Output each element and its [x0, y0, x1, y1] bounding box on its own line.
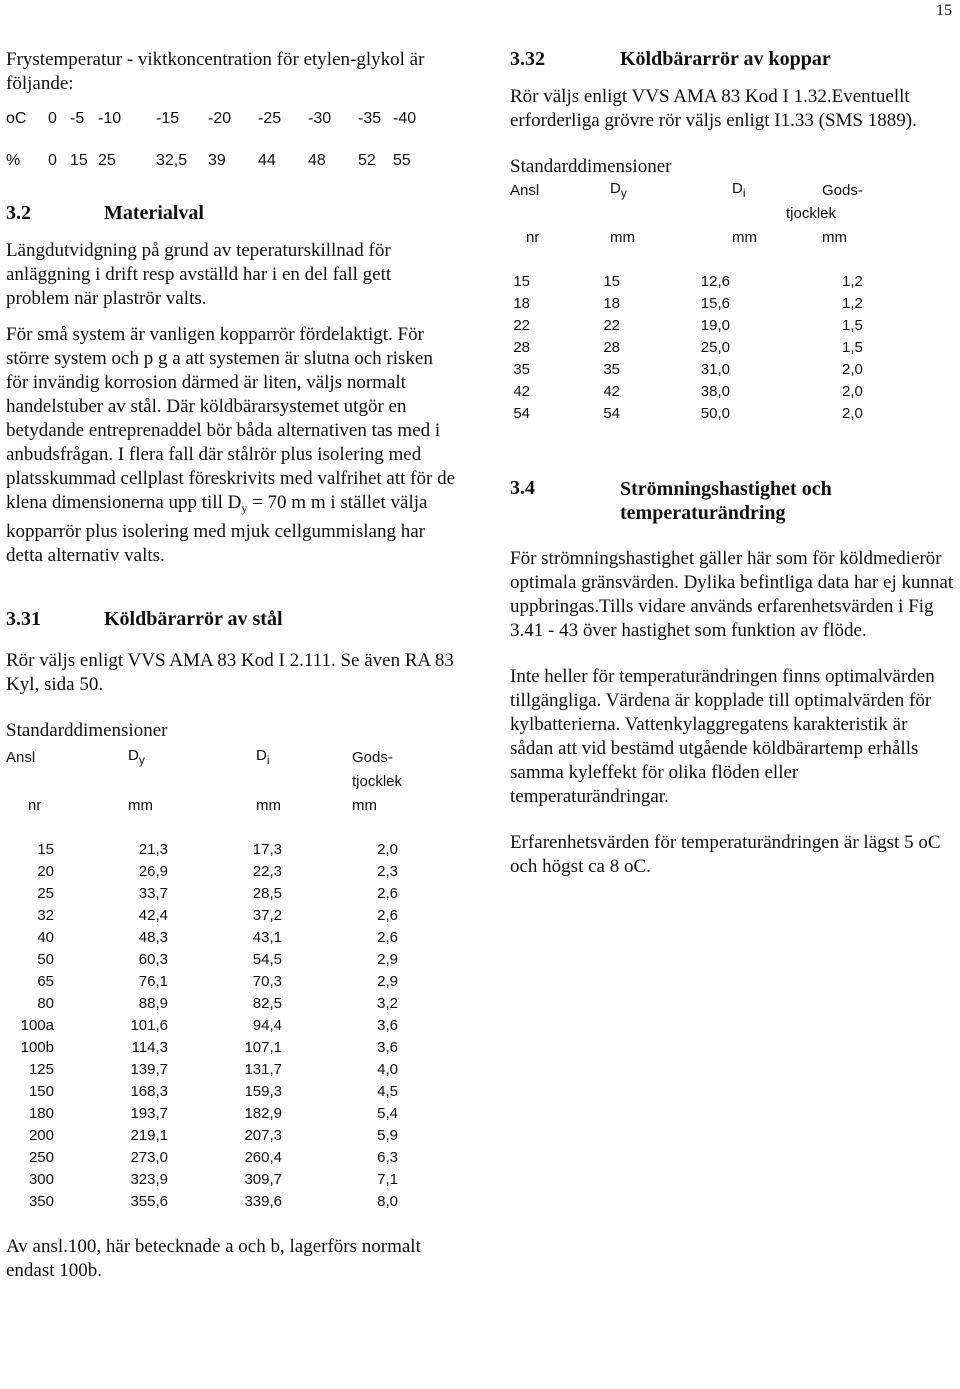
col-mm: mm [128, 796, 153, 814]
paragraph-copper-pipes: Rör väljs enligt VVS AMA 83 Kod I 1.32.Eventuellt erforderliga grövre rör väljs enligt I1.33 (SMS 1889). [510, 86, 917, 131]
table-row [510, 381, 863, 403]
table-cell: 114,3 [131, 1039, 168, 1056]
table-cell: 273,0 [130, 1149, 168, 1166]
freeze-row-percent [6, 152, 456, 170]
freeze-value: 15 [70, 152, 88, 169]
table-row [6, 861, 406, 883]
table-cell: 2,0 [377, 841, 398, 858]
table-cell: 22,3 [252, 863, 282, 880]
table-cell: 1,2 [842, 295, 863, 312]
table-cell: 94,4 [252, 1017, 282, 1034]
section-3-32-heading [510, 48, 955, 71]
table-cell: 1,5 [842, 317, 863, 334]
freeze-value: 25 [98, 152, 116, 169]
freeze-value: 0 [48, 110, 57, 127]
table-cell: 2,9 [377, 973, 398, 990]
table-row [6, 927, 406, 949]
table-row [6, 1125, 406, 1147]
section-number: 3.32 [510, 48, 545, 70]
col-tjocklek: tjocklek [352, 772, 403, 790]
freeze-value: -35 [358, 110, 382, 127]
table-cell: 28 [513, 339, 530, 356]
table-cell: 18 [513, 295, 530, 312]
table-row [6, 1169, 406, 1191]
table-cell: 88,9 [138, 995, 168, 1012]
table-cell: 3,6 [377, 1017, 398, 1034]
freeze-value: 32,5 [156, 152, 188, 169]
table-cell: 200 [28, 1127, 54, 1144]
table-cell: 33,7 [138, 885, 168, 902]
table-cell: 20 [37, 863, 54, 880]
freeze-value: 52 [358, 152, 376, 169]
table-cell: 309,7 [244, 1171, 282, 1188]
col-mm: mm [352, 796, 377, 814]
table-cell: 182,9 [244, 1105, 282, 1122]
table-row [6, 1081, 406, 1103]
freeze-row-pct-label: % [6, 152, 21, 169]
table-cell: 35 [603, 361, 620, 378]
paragraph-materialval-2: För små system är vanligen kopparrör fördelaktigt. För större system och p g a att systemen är slutna och risken för invändig korrosion därmed är liten, väljs normalt handelstuber av stål. Där köldbärarsystemet utgör en betydande entreprenaddel bör båda alternativen tas med i anbudsfrågan. I flera fall där stålrör plus isolering med platsskummad cellplast föreskrivits med valfrihet att för de klena dimensionerna upp till $D_y = 70$ m m i stället välja kopparrör plus isolering med mjuk cellgummislang har detta alternativ valts. [6, 324, 456, 566]
table-cell: 50 [37, 951, 54, 968]
table-cell: 2,0 [842, 405, 863, 422]
table-cell: 15,6 [700, 295, 730, 312]
table-row [6, 839, 406, 861]
table-cell: 219,1 [130, 1127, 168, 1144]
freeze-row-celsius [6, 110, 456, 128]
table-cell: 6,3 [377, 1149, 398, 1166]
table-cell: 5,4 [377, 1105, 398, 1122]
freeze-title: Frystemperatur - viktkoncentration för etylen-glykol är följande: [6, 49, 425, 94]
table-cell: 82,5 [252, 995, 282, 1012]
table-cell: 42 [603, 383, 620, 400]
table-row [6, 1015, 406, 1037]
col-nr: nr [526, 228, 540, 246]
col-ansl: Ansl [510, 181, 540, 199]
table-cell: 18 [603, 295, 620, 312]
table-cell: 40 [37, 929, 54, 946]
freeze-value: -30 [308, 110, 332, 127]
freeze-row-pct-values [48, 152, 433, 170]
table-cell: 100a [20, 1017, 54, 1034]
table-row [510, 315, 863, 337]
section-title: Köldbärarrör av stål [104, 608, 283, 630]
table-cell: 1,2 [842, 273, 863, 290]
table-cell: 339,6 [244, 1193, 282, 1210]
table-row [510, 293, 863, 315]
table-cell: 150 [28, 1083, 54, 1100]
table-cell: 139,7 [130, 1061, 168, 1078]
col-mm: mm [732, 228, 757, 246]
table-cell: 4,5 [377, 1083, 398, 1100]
table-cell: 54 [603, 405, 620, 422]
table-cell: 43,1 [252, 929, 282, 946]
freeze-value: 55 [393, 152, 411, 169]
section-title: Materialval [104, 202, 204, 224]
paragraph-materialval-1: Längdutvidgning på grund av teperaturskillnad för anläggning i drift resp avställd har i en del fall gett problem när plaströr valts. [6, 240, 392, 309]
table-row [510, 403, 863, 425]
paragraph-steel-pipes: Rör väljs enligt VVS AMA 83 Kod I 2.111. Se även RA 83 Kyl, sida 50. [6, 650, 454, 695]
table-cell: 2,9 [377, 951, 398, 968]
table-cell: 50,0 [700, 405, 730, 422]
table-cell: 7,1 [377, 1171, 398, 1188]
table-row [6, 993, 406, 1015]
col-mm: mm [256, 796, 281, 814]
table-row [6, 949, 406, 971]
freeze-value: 48 [308, 152, 326, 169]
freeze-value: -25 [258, 110, 282, 127]
section-3-31-heading [6, 608, 456, 631]
freeze-row-c-values [48, 110, 433, 128]
standard-dimensions-label: Standarddimensioner [510, 156, 672, 177]
table-cell: 12,6 [700, 273, 730, 290]
section-number: 3.2 [6, 202, 31, 224]
freeze-value: 44 [258, 152, 276, 169]
table-cell: 25 [37, 885, 54, 902]
col-mm: mm [822, 228, 847, 246]
freeze-value: 0 [48, 152, 57, 169]
table-cell: 60,3 [138, 951, 168, 968]
table-cell: 2,6 [377, 929, 398, 946]
table-cell: 2,6 [377, 907, 398, 924]
table-cell: 31,0 [700, 361, 730, 378]
table-row [6, 905, 406, 927]
table-cell: 5,9 [377, 1127, 398, 1144]
col-ansl: Ansl [6, 748, 36, 766]
table-cell: 80 [37, 995, 54, 1012]
table-cell: 35 [513, 361, 530, 378]
section-3-2-heading [6, 202, 456, 225]
col-gods: Gods- [352, 748, 393, 766]
section-3-4-heading [510, 477, 955, 525]
table-cell: 2,6 [377, 885, 398, 902]
paragraph-flow-speed: För strömningshastighet gäller här som för köldmedierör optimala gränsvärden. Dylika befintliga data har ej kunnat uppbringas.Tills vidare används erfarenhetsvärden i Fig 3.41 - 43 över hastighet som funktion av flöde. [510, 548, 954, 641]
table-cell: 32 [37, 907, 54, 924]
table-cell: 42 [513, 383, 530, 400]
table-row [6, 1103, 406, 1125]
section-number: 3.4 [510, 477, 535, 499]
section-title: Köldbärarrör av koppar [620, 48, 831, 70]
table-row [6, 1059, 406, 1081]
table-cell: 207,3 [244, 1127, 282, 1144]
left-column [6, 48, 456, 1283]
table-cell: 8,0 [377, 1193, 398, 1210]
col-dy: $D_y$ [610, 180, 627, 200]
freeze-value: -10 [98, 110, 122, 127]
table-cell: 180 [28, 1105, 54, 1122]
table-cell: 260,4 [244, 1149, 282, 1166]
table-row [6, 1037, 406, 1059]
freeze-value: -40 [393, 110, 417, 127]
freeze-value: -5 [70, 110, 85, 127]
table-cell: 168,3 [130, 1083, 168, 1100]
table-cell: 26,9 [138, 863, 168, 880]
steel-dimensions-table [6, 745, 406, 1213]
table-cell: 323,9 [130, 1171, 168, 1188]
table-cell: 250 [28, 1149, 54, 1166]
table-cell: 2,3 [377, 863, 398, 880]
table-cell: 1,5 [842, 339, 863, 356]
table-cell: 300 [28, 1171, 54, 1188]
table-cell: 19,0 [700, 317, 730, 334]
table-cell: 2,0 [842, 383, 863, 400]
table-cell: 76,1 [138, 973, 168, 990]
table-cell: 25,0 [700, 339, 730, 356]
table-cell: 131,7 [244, 1061, 282, 1078]
table-row [6, 1147, 406, 1169]
table-cell: 42,4 [138, 907, 168, 924]
table-row [510, 271, 863, 293]
table-cell: 100b [20, 1039, 54, 1056]
table-cell: 28 [603, 339, 620, 356]
table-cell: 65 [37, 973, 54, 990]
col-di: $D_i$ [256, 747, 270, 767]
table-cell: 193,7 [130, 1105, 168, 1122]
paragraph-temperature-change: Inte heller för temperaturändringen finns optimalvärden tillgängliga. Värdena är kopplade till optimalvärden för kylbatterierna. Vattenkylaggregatens karakteristik är sådan att vid bestämd utgående köldbärartemp erhålls samma kyleffekt för olika flöden eller temperaturändringar. [510, 666, 935, 807]
table-cell: 21,3 [138, 841, 168, 858]
table-row [6, 1191, 406, 1213]
table-cell: 22 [513, 317, 530, 334]
section-number: 3.31 [6, 608, 41, 630]
right-column [510, 48, 955, 879]
table-cell: 3,6 [377, 1039, 398, 1056]
table-cell: 125 [28, 1061, 54, 1078]
col-gods: Gods- [822, 181, 863, 199]
table-cell: 54,5 [252, 951, 282, 968]
table-cell: 355,6 [130, 1193, 168, 1210]
table-cell: 107,1 [244, 1039, 282, 1056]
table-row [510, 359, 863, 381]
col-mm: mm [610, 228, 635, 246]
table-cell: 2,0 [842, 361, 863, 378]
table-cell: 70,3 [252, 973, 282, 990]
standard-dimensions-label: Standarddimensioner [6, 720, 168, 741]
table-cell: 3,2 [377, 995, 398, 1012]
col-dy: $D_y$ [128, 747, 145, 767]
page-number: 15 [936, 2, 952, 19]
table-cell: 15 [513, 273, 530, 290]
table-cell: 54 [513, 405, 530, 422]
freeze-value: -20 [208, 110, 232, 127]
col-di: $D_i$ [732, 180, 746, 200]
table-row [510, 337, 863, 359]
freeze-value: 39 [208, 152, 226, 169]
freeze-value: -15 [156, 110, 180, 127]
table-cell: 17,3 [252, 841, 282, 858]
table-cell: 22 [603, 317, 620, 334]
paragraph-experience-values: Erfarenhetsvärden för temperaturändringen är lägst 5 oC och högst ca 8 oC. [510, 832, 941, 877]
table-cell: 101,6 [130, 1017, 168, 1034]
table-cell: 15 [37, 841, 54, 858]
table-cell: 37,2 [252, 907, 282, 924]
table-cell: 350 [28, 1193, 54, 1210]
footnote: Av ansl.100, här betecknade a och b, lagerförs normalt endast 100b. [6, 1236, 421, 1281]
col-nr: nr [28, 796, 42, 814]
freeze-row-c-label: oC [6, 110, 27, 127]
table-cell: 159,3 [244, 1083, 282, 1100]
table-cell: 48,3 [138, 929, 168, 946]
copper-dimensions-table [510, 179, 863, 425]
table-row [6, 883, 406, 905]
table-cell: 28,5 [252, 885, 282, 902]
table-cell: 38,0 [700, 383, 730, 400]
table-cell: 15 [603, 273, 620, 290]
section-title: Strömningshastighet och temperaturändring [620, 478, 832, 524]
col-tjocklek: tjocklek [786, 204, 837, 222]
table-cell: 4,0 [377, 1061, 398, 1078]
table-row [6, 971, 406, 993]
